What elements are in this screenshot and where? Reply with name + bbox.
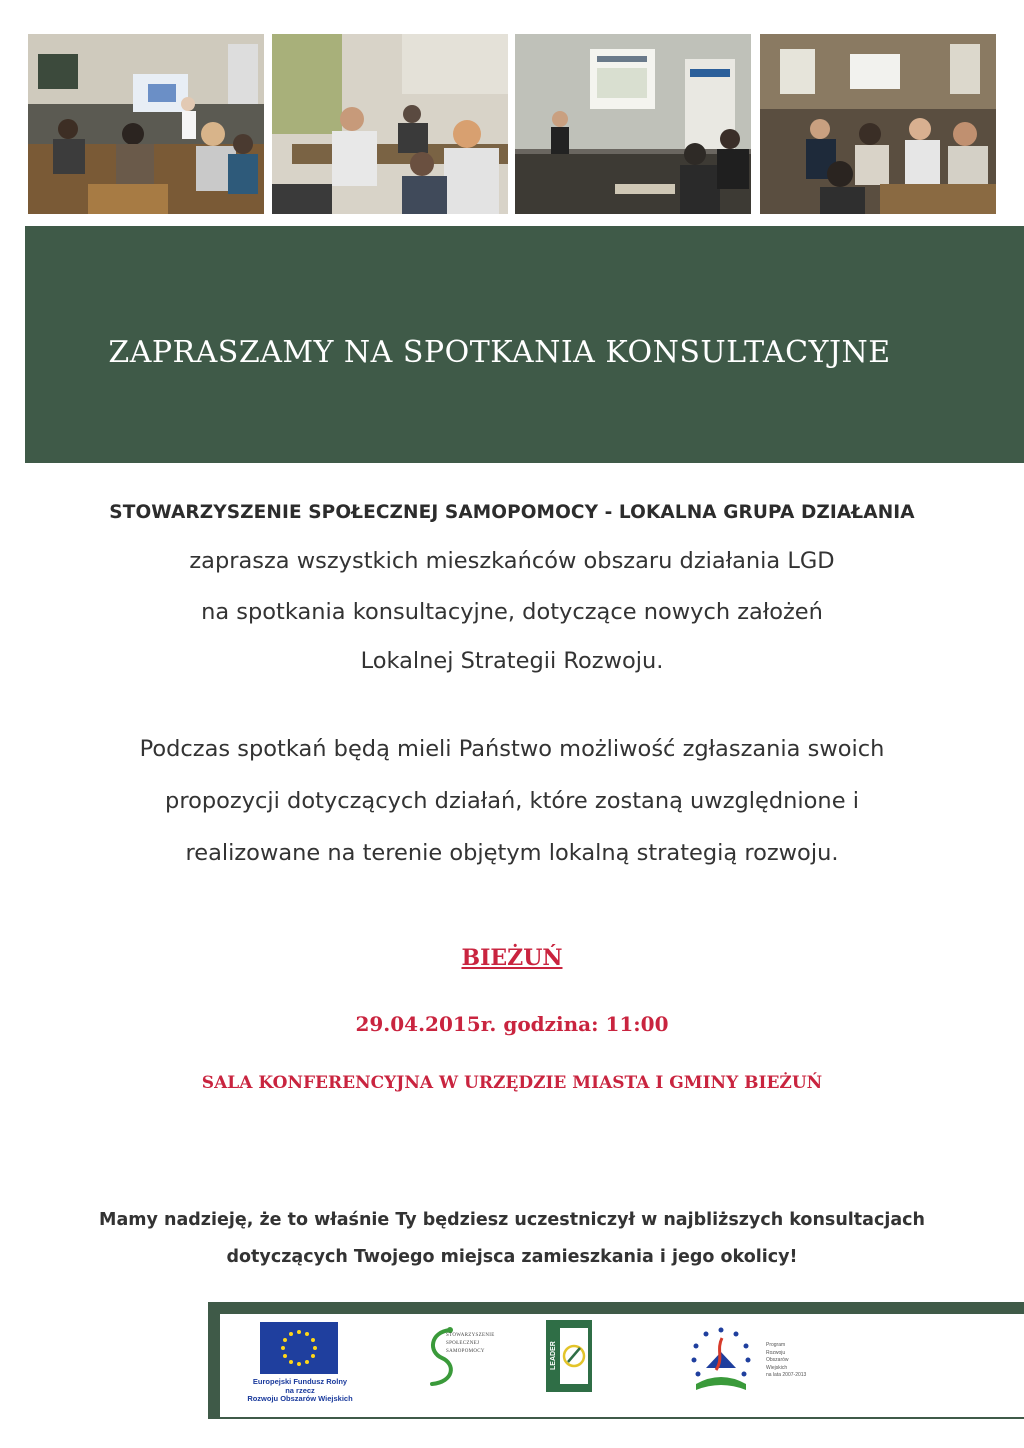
photo-speaker-at-screen-image (515, 34, 751, 214)
association-line: STOWARZYSZENIE (446, 1333, 495, 1338)
description-line: propozycji dotyczących działań, które zostaną uwzględnione i (165, 788, 859, 814)
photo-workshop-hall (760, 34, 996, 214)
intro-line: na spotkania konsultacyjne, dotyczące nowych założeń (201, 599, 823, 625)
eu-fund-line: Europejski Fundusz Rolny (252, 1377, 348, 1386)
event-venue: SALA KONFERENCYJNA W URZĘDZIE MIASTA I GMINY BIEŻUŃ (201, 1073, 823, 1093)
organizer-name: STOWARZYSZENIE SPOŁECZNEJ SAMOPOMOCY - LOKALNA GRUPA DZIAŁANIA (109, 502, 915, 523)
closing-line: Mamy nadzieję, że to właśnie Ty będziesz uczestniczył w najbliższych konsultacjach (99, 1210, 925, 1230)
association-line: SAMOPOMOCY (446, 1349, 485, 1354)
photo-presentation-room-image (28, 34, 264, 214)
photo-workshop-hall-image (760, 34, 996, 214)
association-line: SPOŁECZNEJ (446, 1341, 480, 1346)
photo-speaker-at-screen (515, 34, 751, 214)
eu-flag-icon (260, 1322, 338, 1374)
prow-line: Obszarów (766, 1357, 789, 1363)
prow-line: Wiejskich (766, 1364, 788, 1371)
event-city: BIEŻUŃ (461, 945, 563, 971)
closing-line: dotyczących Twojego miejsca zamieszkania i jego okolicy! (226, 1247, 798, 1267)
photo-presentation-room (28, 34, 264, 214)
description-line: Podczas spotkań będą mieli Państwo możliwość zgłaszania swoich (139, 736, 885, 762)
leader-logo-icon (546, 1320, 592, 1392)
event-date-time: 29.04.2015r. godzina: 11:00 (355, 1012, 669, 1036)
association-caption (446, 1332, 526, 1356)
prow-logo-icon (676, 1324, 766, 1398)
prow-line: Rozwoju (766, 1349, 786, 1356)
photo-meeting-participants-image (272, 34, 508, 214)
eu-fund-caption (230, 1378, 370, 1404)
prow-line: Program (766, 1342, 786, 1348)
banner-title: ZAPRASZAMY NA SPOTKANIA KONSULTACYJNE (108, 335, 891, 370)
photo-strip (28, 34, 976, 214)
prow-caption (766, 1342, 826, 1380)
eu-fund-line: na rzecz (285, 1385, 315, 1395)
prow-line: na lata 2007-2013 (766, 1372, 807, 1378)
intro-line: zaprasza wszystkich mieszkańców obszaru działania LGD (189, 548, 835, 574)
sponsor-logo-strip (208, 1302, 1024, 1419)
intro-line: Lokalnej Strategii Rozwoju. (360, 648, 664, 674)
description-line: realizowane na terenie objętym lokalną strategią rozwoju. (185, 840, 839, 866)
leader-label: LEADER (550, 1341, 557, 1370)
photo-meeting-participants (272, 34, 508, 214)
eu-fund-line: Rozwoju Obszarów Wiejskich (247, 1394, 353, 1404)
